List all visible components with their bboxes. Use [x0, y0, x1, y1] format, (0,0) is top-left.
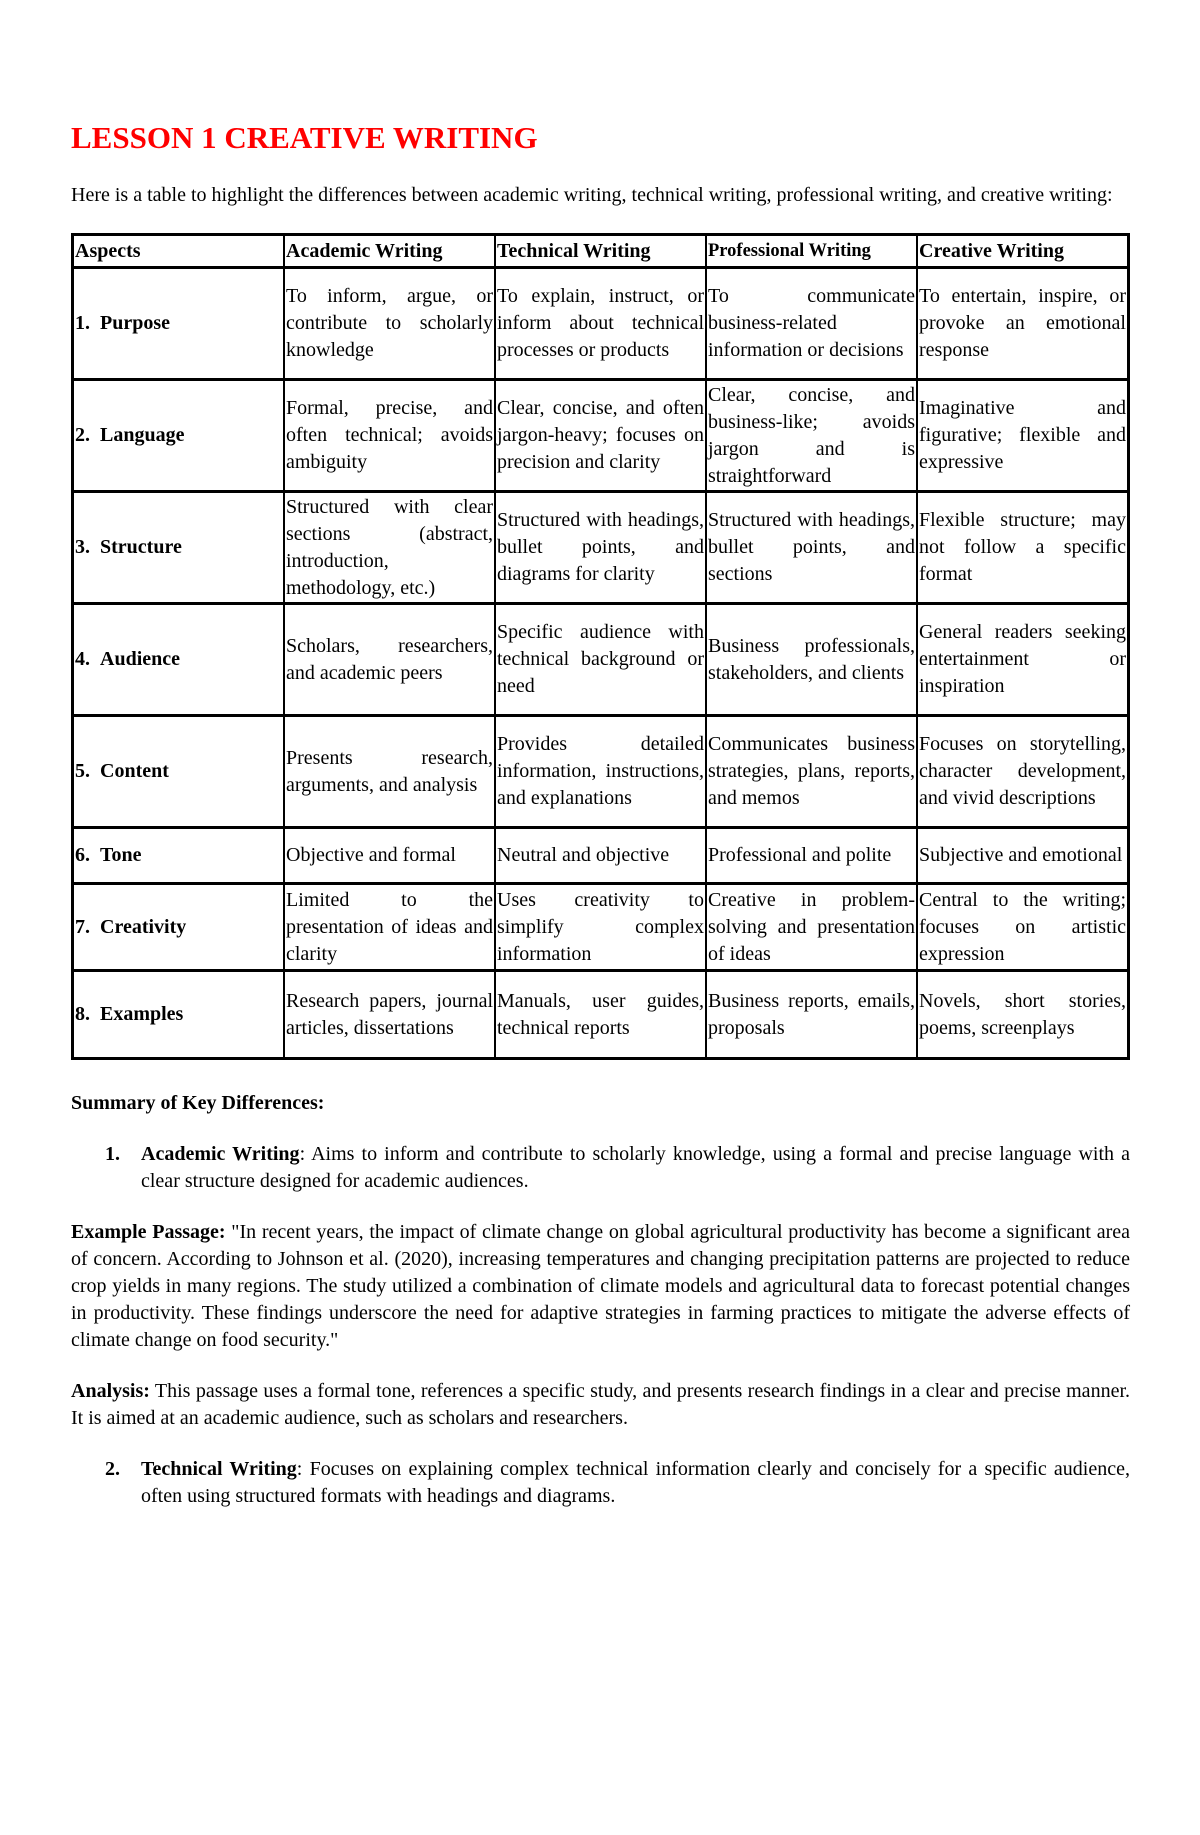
table-row	[74, 605, 1127, 717]
example-label: Example Passage:	[71, 1221, 226, 1243]
differences-list-continued	[71, 1456, 1130, 1510]
aspect-cell	[74, 493, 285, 605]
list-item-technical	[71, 1456, 1130, 1510]
aspect-label: Examples	[100, 1003, 184, 1025]
list-term: Technical Writing	[141, 1458, 297, 1480]
table-row	[74, 972, 1127, 1057]
lesson-title: LESSON 1 CREATIVE WRITING	[71, 120, 538, 155]
creative-cell: Central to the writing; focuses on artistic expression	[918, 885, 1127, 972]
aspect-number: 8.	[75, 1003, 90, 1025]
table-row	[74, 885, 1127, 972]
creative-cell: General readers seeking entertainment or inspiration	[918, 605, 1127, 717]
academic-cell: To inform, argue, or contribute to scholarly knowledge	[285, 269, 496, 381]
aspect-number: 7.	[75, 915, 90, 938]
aspect-label: Tone	[100, 844, 142, 866]
table-row	[74, 269, 1127, 381]
professional-cell: Business reports, emails, proposals	[707, 972, 918, 1057]
academic-cell: Scholars, researchers, and academic peers	[285, 605, 496, 717]
aspect-label: Purpose	[100, 312, 170, 334]
analysis-label: Analysis:	[71, 1380, 150, 1402]
technical-cell: Clear, concise, and often jargon-heavy; focuses on precision and clarity	[496, 381, 707, 493]
academic-cell: Presents research, arguments, and analysis	[285, 717, 496, 829]
list-item-academic	[71, 1141, 1130, 1195]
creative-cell: Flexible structure; may not follow a specific format	[918, 493, 1127, 605]
differences-list	[71, 1141, 1130, 1195]
intro-paragraph: Here is a table to highlight the differences between academic writing, technical writing, professional writing, and creative writing:	[71, 184, 1113, 206]
table-row	[74, 717, 1127, 829]
header-professional-writing: Professional Writing	[707, 236, 918, 269]
aspect-cell	[74, 885, 285, 972]
list-number: 2.	[105, 1458, 120, 1480]
professional-cell: Professional and polite	[707, 829, 918, 885]
academic-cell: Formal, precise, and often technical; avoids ambiguity	[285, 381, 496, 493]
aspect-label: Audience	[100, 648, 180, 670]
analysis-text: This passage uses a formal tone, references a specific study, and presents research findings in a clear and precise manner. It is aimed at an academic audience, such as scholars and researchers.	[71, 1380, 1130, 1429]
professional-cell: Creative in problem-solving and presentation of ideas	[707, 885, 918, 972]
example-passage	[71, 1219, 1130, 1354]
aspect-cell	[74, 972, 285, 1057]
header-aspects: Aspects	[74, 236, 285, 269]
comparison-table	[71, 233, 1130, 1060]
aspect-cell	[74, 717, 285, 829]
list-term: Academic Writing	[141, 1143, 300, 1165]
technical-cell: Structured with headings, bullet points, and diagrams for clarity	[496, 493, 707, 605]
academic-cell: Structured with clear sections (abstract, introduction, methodology, etc.)	[285, 493, 496, 605]
aspect-number: 1.	[75, 312, 90, 334]
technical-cell: Provides detailed information, instructions, and explanations	[496, 717, 707, 829]
aspect-cell	[74, 605, 285, 717]
table-row	[74, 829, 1127, 885]
professional-cell: To communicate business-related information or decisions	[707, 269, 918, 381]
aspect-label: Creativity	[100, 915, 187, 938]
creative-cell: To entertain, inspire, or provoke an emotional response	[918, 269, 1127, 381]
aspect-label: Structure	[100, 536, 182, 558]
aspect-cell	[74, 269, 285, 381]
document-page	[71, 118, 1130, 1510]
technical-cell: Specific audience with technical background or need	[496, 605, 707, 717]
aspect-number: 2.	[75, 424, 90, 446]
aspect-cell	[74, 381, 285, 493]
summary-title: Summary of Key Differences:	[71, 1092, 325, 1114]
example-text: "In recent years, the impact of climate change on global agricultural productivity has become a significant area of concern. According to Johnson et al. (2020), increasing temperatures and changing precipitation patterns are projected to reduce crop yields in many regions. The study utilized a combination of climate models and agricultural data to forecast potential changes in productivity. These findings underscore the need for adaptive strategies in farming practices to mitigate the adverse effects of climate change on food security."	[71, 1221, 1130, 1351]
list-text: : Aims to inform and contribute to scholarly knowledge, using a formal and precise language with a clear structure designed for academic audiences.	[141, 1143, 1130, 1192]
technical-cell: Uses creativity to simplify complex information	[496, 885, 707, 972]
aspect-number: 4.	[75, 648, 90, 670]
aspect-number: 3.	[75, 536, 90, 558]
analysis-paragraph	[71, 1378, 1130, 1432]
table-row	[74, 493, 1127, 605]
creative-cell: Focuses on storytelling, character development, and vivid descriptions	[918, 717, 1127, 829]
creative-cell: Subjective and emotional	[918, 829, 1127, 885]
academic-cell: Research papers, journal articles, dissertations	[285, 972, 496, 1057]
aspect-label: Language	[100, 424, 185, 446]
creative-cell: Imaginative and figurative; flexible and expressive	[918, 381, 1127, 493]
technical-cell: Manuals, user guides, technical reports	[496, 972, 707, 1057]
list-number: 1.	[105, 1143, 120, 1165]
academic-cell: Limited to the presentation of ideas and clarity	[285, 885, 496, 972]
aspect-cell	[74, 829, 285, 885]
professional-cell: Communicates business strategies, plans, reports, and memos	[707, 717, 918, 829]
aspect-number: 6.	[75, 844, 90, 866]
professional-cell: Business professionals, stakeholders, and clients	[707, 605, 918, 717]
technical-cell: To explain, instruct, or inform about technical processes or products	[496, 269, 707, 381]
header-technical-writing: Technical Writing	[496, 236, 707, 269]
header-creative-writing: Creative Writing	[918, 236, 1127, 269]
professional-cell: Clear, concise, and business-like; avoids jargon and is straightforward	[707, 381, 918, 493]
technical-cell: Neutral and objective	[496, 829, 707, 885]
header-academic-writing: Academic Writing	[285, 236, 496, 269]
aspect-label: Content	[100, 760, 169, 782]
aspect-number: 5.	[75, 760, 90, 782]
table-header-row	[74, 236, 1127, 269]
professional-cell: Structured with headings, bullet points, and sections	[707, 493, 918, 605]
academic-cell: Objective and formal	[285, 829, 496, 885]
list-text: : Focuses on explaining complex technical information clearly and concisely for a specific audience, often using structured formats with headings and diagrams.	[141, 1458, 1130, 1507]
table-row	[74, 381, 1127, 493]
creative-cell: Novels, short stories, poems, screenplays	[919, 989, 1126, 1039]
